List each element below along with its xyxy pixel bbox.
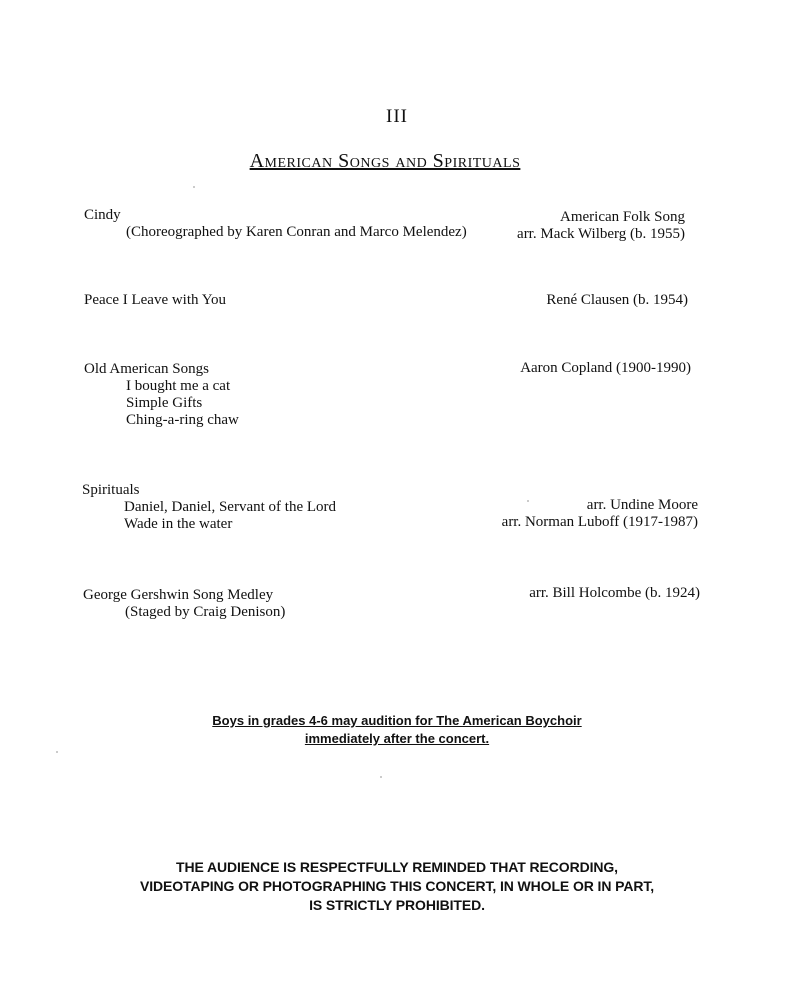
song-item: Ching-a-ring chaw: [126, 412, 239, 428]
piece-title: Peace I Leave with You: [84, 292, 227, 308]
composer-credit-cindy: [517, 209, 685, 243]
scan-speck: [527, 500, 529, 502]
scan-speck: [380, 776, 382, 778]
audition-notice-line: immediately after the concert.: [304, 731, 490, 746]
composer-credit-gershwin: [529, 585, 700, 602]
song-item: I bought me a cat: [126, 378, 231, 394]
recording-notice-line: THE AUDIENCE IS RESPECTFULLY REMINDED THAT RECORDING,: [176, 859, 618, 875]
scan-speck: [193, 186, 195, 188]
audition-notice: [0, 712, 794, 748]
composer-line: American Folk Song: [560, 209, 685, 225]
arranger-line: arr. Mack Wilberg (b. 1955): [517, 226, 685, 242]
section-number: III: [386, 106, 408, 127]
piece-title: Old American Songs: [84, 361, 209, 377]
program-entry-gershwin: [83, 587, 285, 621]
composer-credit-spirituals: [502, 497, 698, 531]
recording-notice-line: VIDEOTAPING OR PHOTOGRAPHING THIS CONCERT, IN WHOLE OR IN PART,: [139, 878, 655, 894]
composer-line: René Clausen (b. 1954): [546, 292, 688, 308]
scan-speck: [56, 751, 58, 753]
program-entry-spirituals: [82, 482, 336, 533]
recording-prohibited-notice: [0, 858, 794, 915]
section-title: American Songs and Spirituals: [249, 150, 521, 172]
song-item: Daniel, Daniel, Servant of the Lord: [124, 499, 337, 515]
composer-line: Aaron Copland (1900-1990): [520, 360, 691, 376]
audition-notice-line: Boys in grades 4-6 may audition for The American Boychoir: [212, 713, 582, 728]
composer-credit-copland: [520, 360, 691, 377]
piece-title: Cindy: [84, 207, 121, 223]
arranger-line: arr. Bill Holcombe (b. 1924): [529, 585, 700, 601]
program-entry-cindy: [84, 207, 467, 241]
recording-notice-line: IS STRICTLY PROHIBITED.: [309, 897, 485, 913]
composer-credit-peace: [546, 292, 688, 309]
song-item: Simple Gifts: [126, 395, 203, 411]
piece-note: (Choreographed by Karen Conran and Marco Melendez): [126, 224, 467, 240]
piece-title: George Gershwin Song Medley: [83, 587, 274, 603]
song-item: Wade in the water: [124, 516, 233, 532]
piece-note: (Staged by Craig Denison): [125, 604, 286, 620]
program-entry-peace: [84, 292, 226, 309]
arranger-line: arr. Norman Luboff (1917-1987): [501, 514, 698, 530]
piece-title: Spirituals: [82, 482, 140, 498]
program-entry-old-american-songs: [84, 361, 239, 429]
arranger-line: arr. Undine Moore: [586, 497, 698, 513]
